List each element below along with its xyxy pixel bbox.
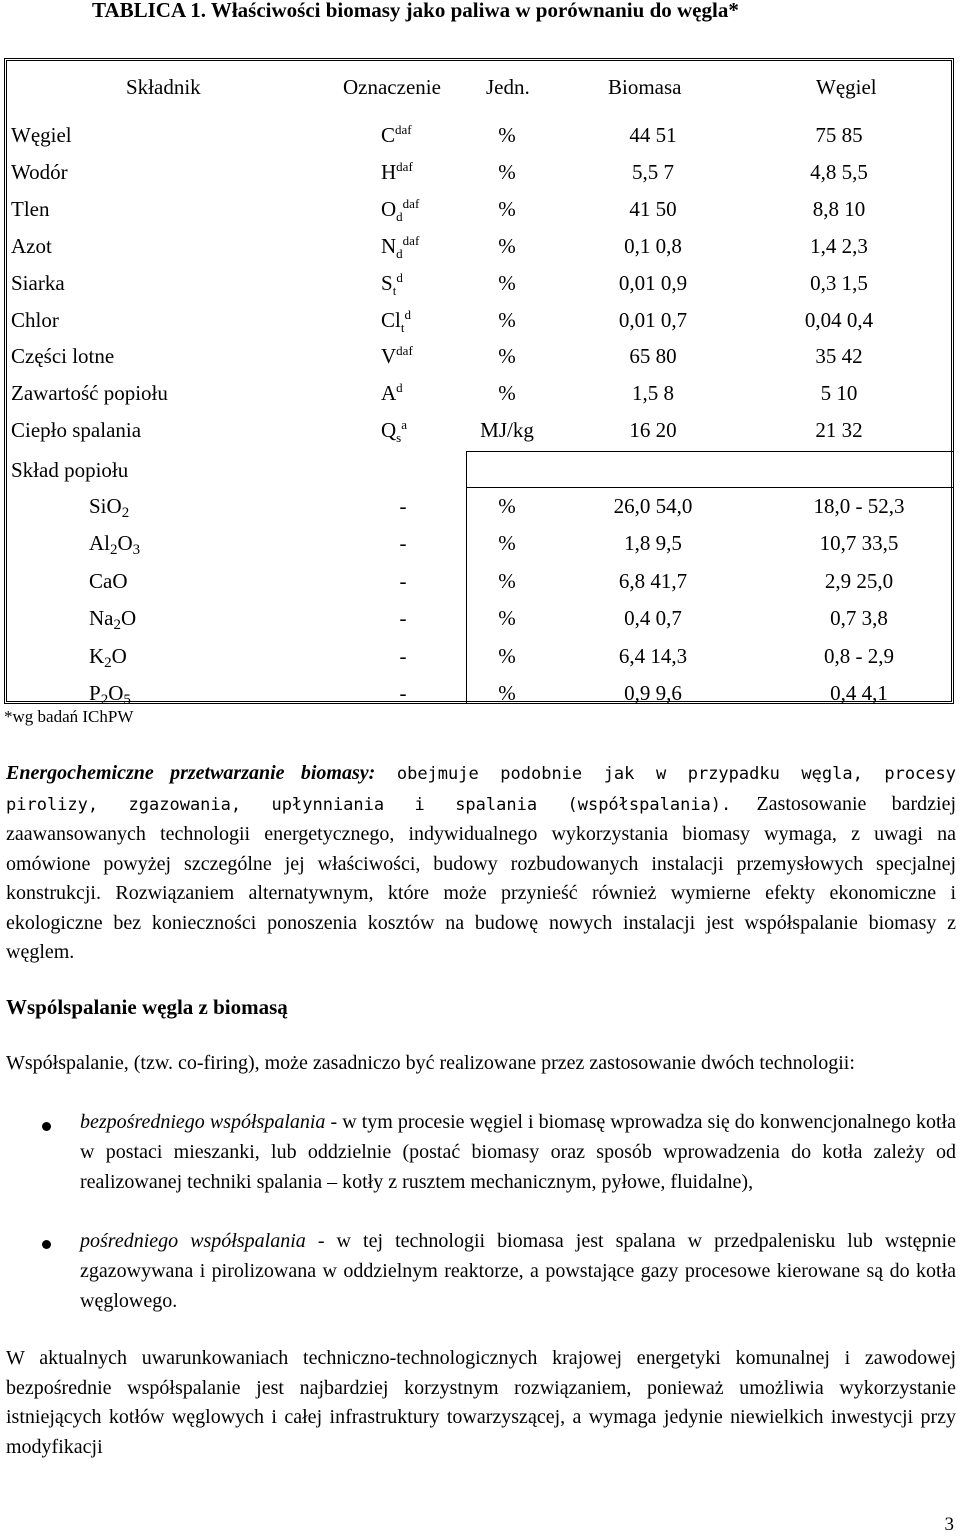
- row-unit: %: [498, 307, 516, 332]
- row-symbol: $A^d$: [381, 380, 403, 406]
- ash-formula: P2O5: [89, 681, 131, 708]
- row-wegiel: 4,8 5,5: [810, 159, 868, 184]
- ash-symbol: -: [399, 494, 407, 518]
- page-number: 3: [944, 1514, 954, 1535]
- row-unit: %: [498, 381, 516, 406]
- ash-wegiel: 18,0 - 52,3: [813, 494, 905, 518]
- ash-unit: %: [498, 643, 516, 668]
- bullet-desc: - w tej technologii biomasa jest spalana w przedpalenisku lub wstępnie zgazowywana i pirolizowana w oddzielnym reaktorze, a powstające gazy procesowe kierowane są do kotła węglowego.: [80, 1230, 956, 1312]
- ash-biomasa: 6,4 14,3: [618, 643, 688, 668]
- row-wegiel: 75 85: [815, 123, 863, 147]
- section-heading: Wspólspalanie węgla z biomasą: [6, 995, 288, 1019]
- row-wegiel: 21 32: [815, 418, 863, 443]
- bullet-item-bezposrednie: [80, 1108, 956, 1197]
- ash-unit: %: [498, 568, 516, 593]
- ash-unit: %: [498, 494, 516, 518]
- row-symbol: $N_d^{daf}$: [381, 232, 420, 261]
- row-symbol: $V^{daf}$: [381, 343, 413, 369]
- paragraph-rest: Zastosowanie bardziej zaawansowanych technologii energetycznego, indywidualnego wykorzystania biomasy wymaga, z uwagi na omówione powyżej szczególne jej właściwości, budowy rozbudowanych instalacji przemysłowych specjalnej konstrukcji. Rozwiązaniem alternatywnym, które może przynieść również wymierne efekty ekonomiczne i ekologiczne bez konieczności ponoszenia kosztów na budowę nowych instalacji jest współspalanie biomasy z węglem.: [6, 792, 957, 963]
- row-symbol: $Cl_t^d$: [381, 306, 411, 335]
- ash-formula: Al2O3: [89, 531, 141, 559]
- ash-wegiel: 0,4 4,1: [830, 681, 888, 705]
- row-wegiel: 1,4 2,3: [810, 233, 868, 258]
- row-symbol: $C^{daf}$: [381, 122, 412, 147]
- row-wegiel: 35 42: [815, 344, 863, 369]
- ash-wegiel: 10,7 33,5: [819, 531, 899, 556]
- ash-header: Skład popiołu: [11, 458, 129, 482]
- row-unit: %: [498, 159, 516, 184]
- ash-unit: %: [498, 606, 516, 631]
- paragraph-wspolspalanie: Współspalanie, (tzw. co-firing), może zasadniczo być realizowane przez zastosowanie dwóch technologii:: [6, 1052, 855, 1074]
- row-name: Tlen: [11, 196, 50, 221]
- row-wegiel: 0,04 0,4: [804, 307, 874, 332]
- ash-wegiel: 0,8 - 2,9: [824, 643, 894, 668]
- header-jedn: Jedn.: [486, 75, 530, 99]
- footnote: *wg badań IChPW: [4, 707, 134, 726]
- ash-symbol: -: [399, 606, 407, 631]
- ash-header-box: [466, 451, 954, 488]
- row-unit: MJ/kg: [480, 418, 534, 443]
- row-name: Siarka: [11, 270, 65, 295]
- row-name: Zawartość popiołu: [11, 381, 168, 406]
- row-biomasa: 1,5 8: [632, 381, 674, 406]
- bullet-term: pośredniego współspalania: [80, 1230, 306, 1252]
- row-biomasa: 16 20: [629, 418, 677, 443]
- ash-unit: %: [498, 531, 516, 556]
- row-unit: %: [498, 270, 516, 295]
- row-name: Azot: [11, 233, 52, 258]
- header-skladnik: Składnik: [126, 75, 201, 99]
- row-name: Chlor: [11, 307, 59, 332]
- row-symbol: $S_t^d$: [381, 269, 403, 298]
- ash-biomasa: 26,0 54,0: [613, 494, 693, 518]
- paragraph-lead: Energochemiczne przetwarzanie biomasy:: [6, 762, 376, 784]
- row-biomasa: 0,01 0,7: [618, 307, 688, 332]
- header-biomasa: Biomasa: [608, 75, 682, 99]
- row-unit: %: [498, 233, 516, 258]
- ash-biomasa: 1,8 9,5: [624, 531, 682, 556]
- row-name: Ciepło spalania: [11, 418, 142, 443]
- ash-biomasa: 0,4 0,7: [624, 606, 682, 631]
- properties-table: [4, 58, 954, 708]
- row-wegiel: 5 10: [820, 381, 858, 406]
- row-symbol: $Q_s^a$: [381, 417, 408, 446]
- ash-symbol: -: [399, 681, 407, 705]
- bullet-icon: [42, 1122, 51, 1131]
- paragraph-aktualnych: W aktualnych uwarunkowaniach techniczno-technologicznych krajowej energetyki komunalnej i zawodowej bezpośrednie współspalanie jest najbardziej korzystnym rozwiązaniem, ponieważ umożliwia wykorzystanie istniejących kotłów węglowych i całej infrastruktury towarzyszącej, a wymaga jedynie niewielkich inwestycji przy modyfikacji: [6, 1347, 956, 1458]
- divider: [466, 487, 467, 704]
- row-biomasa: 41 50: [629, 196, 677, 221]
- row-biomasa: 0,01 0,9: [618, 270, 688, 295]
- bullet-desc: - w tym procesie węgiel i biomasę wprowadza się do konwencjonalnego kotła w postaci mieszanki, lub oddzielnie (postać biomasy oraz sposób wprowadzenia do kotła zależy od realizowanej techniki spalania – kotły z rusztem mechanicznym, pyłowe, fluidalne),: [80, 1111, 956, 1193]
- bullet-icon: [42, 1240, 51, 1249]
- row-unit: %: [498, 123, 516, 147]
- row-biomasa: 65 80: [629, 344, 677, 369]
- ash-formula: SiO2: [89, 494, 130, 521]
- bullet-term: bezpośredniego współspalania: [80, 1111, 326, 1133]
- row-wegiel: 8,8 10: [812, 196, 866, 221]
- ash-wegiel: 0,7 3,8: [830, 606, 888, 631]
- bullet-item-posrednie: [80, 1227, 956, 1316]
- ash-unit: %: [498, 681, 516, 705]
- ash-biomasa: 6,8 41,7: [618, 568, 688, 593]
- row-name: Węgiel: [11, 123, 72, 147]
- ash-formula: CaO: [89, 568, 128, 593]
- row-biomasa: 5,5 7: [632, 159, 674, 184]
- row-biomasa: 0,1 0,8: [624, 233, 682, 258]
- paragraph-energochemiczne: [6, 759, 956, 968]
- row-name: Wodór: [11, 159, 68, 184]
- header-oznaczenie: Oznaczenie: [343, 75, 441, 99]
- ash-symbol: -: [399, 643, 407, 668]
- row-name: Części lotne: [11, 344, 115, 369]
- ash-biomasa: 0,9 9,6: [624, 681, 682, 705]
- ash-symbol: -: [399, 568, 407, 593]
- table-title: TABLICA 1. Właściwości biomasy jako paliwa w porównaniu do węgla*: [92, 0, 739, 22]
- paragraph-mono: obejmuje podobnie jak w przypadku węgla, procesy pirolizy, zgazowania, upłynniania i spalania (współspalania).: [6, 764, 956, 815]
- ash-formula: Na2O: [89, 606, 137, 634]
- row-symbol: $H^{daf}$: [381, 158, 413, 184]
- ash-formula: K2O: [89, 643, 127, 671]
- row-unit: %: [498, 344, 516, 369]
- ash-symbol: -: [399, 531, 407, 556]
- row-biomasa: 44 51: [629, 123, 677, 147]
- header-wegiel: Węgiel: [816, 75, 877, 99]
- ash-wegiel: 2,9 25,0: [824, 568, 894, 593]
- row-symbol: $O_d^{daf}$: [381, 195, 420, 224]
- row-unit: %: [498, 196, 516, 221]
- row-wegiel: 0,3 1,5: [810, 270, 868, 295]
